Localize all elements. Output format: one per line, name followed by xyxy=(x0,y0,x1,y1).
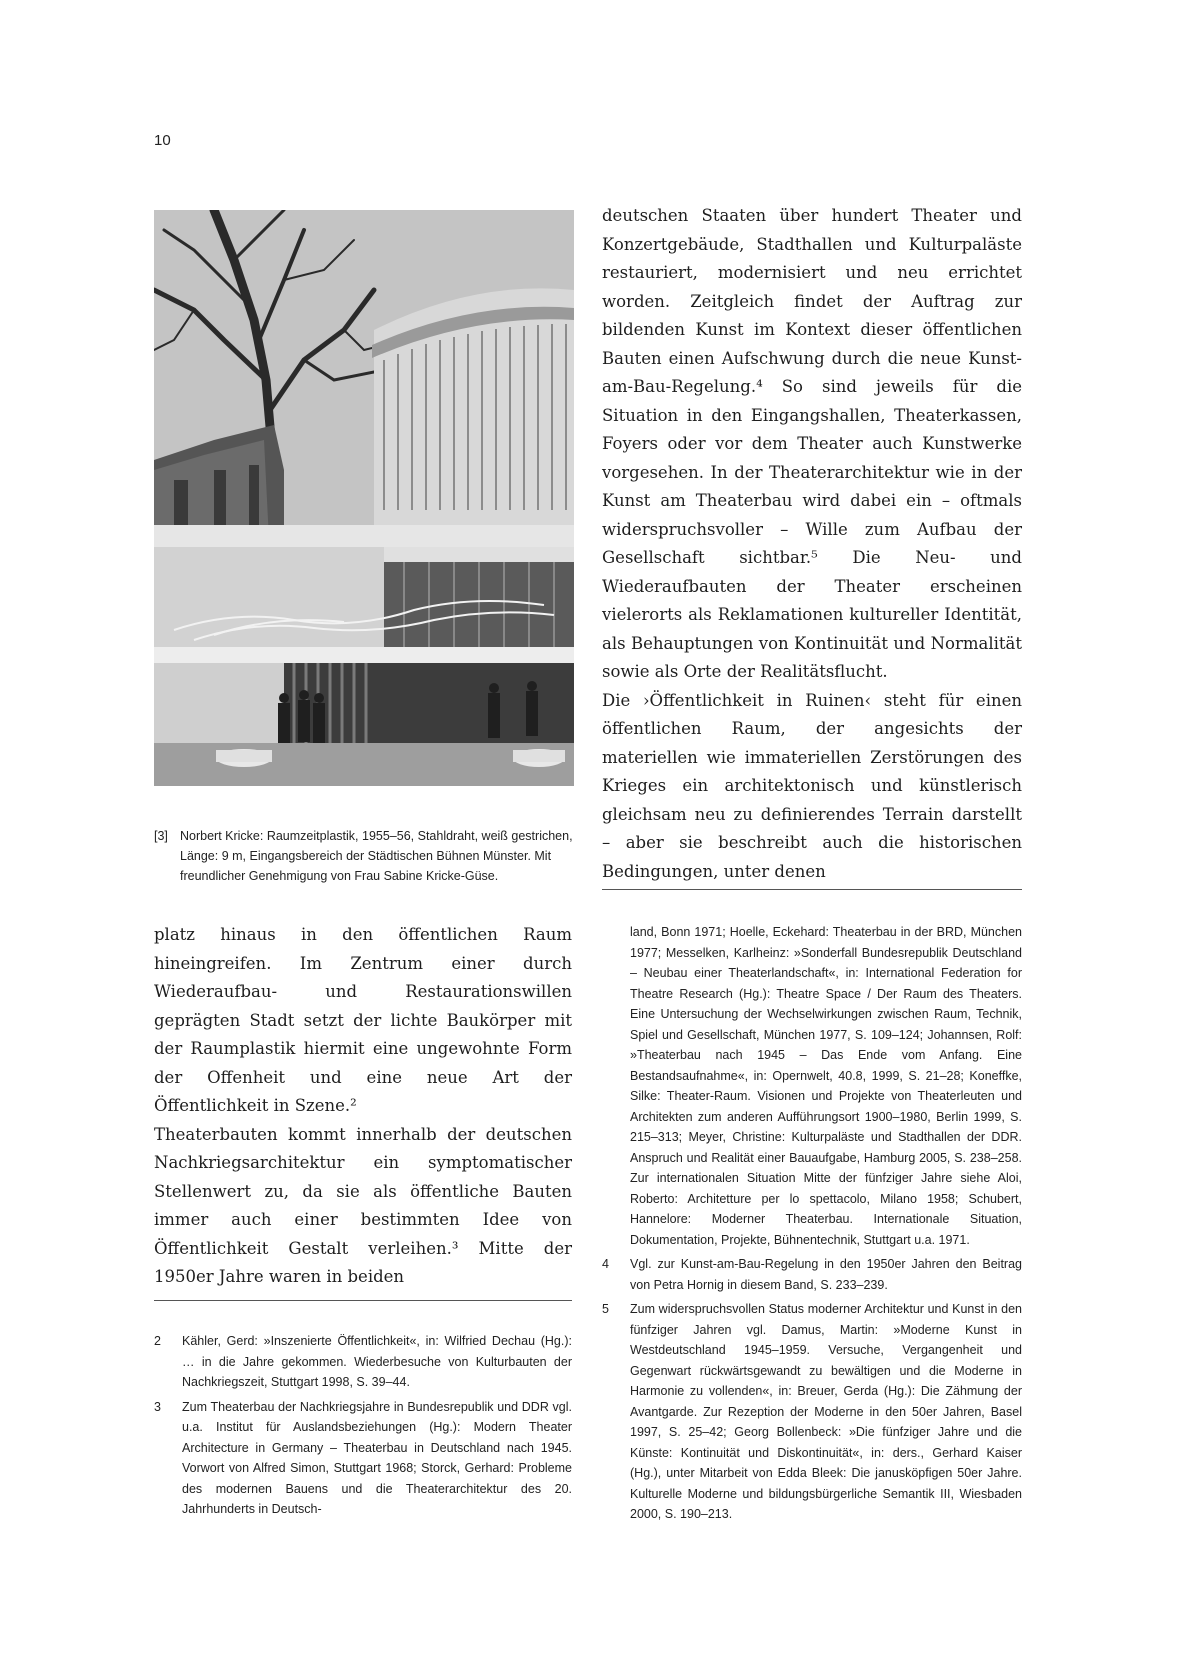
left-column-body xyxy=(154,921,572,1292)
footnote-text: Zum Theaterbau der Nachkriegsjahre in Bundesrepublik und DDR vgl. u.a. Institut für Auslandsbeziehungen (Hg.): Modern Theater Architecture in Germany – Theaterbau in Deutschland nach 1945. Vorwort von Alfred Simon, Stuttgart 1968; Storck, Gerhard: Probleme des modernen Bauens und die Theaterarchitektur des 20. Jahrhunderts in Deutsch- xyxy=(182,1399,572,1516)
footnote-continuation xyxy=(602,922,1022,1250)
footnote-number: 2 xyxy=(154,1334,161,1348)
footnotes-right xyxy=(602,922,1022,1525)
footnote xyxy=(602,1254,1022,1295)
figure-photo xyxy=(154,210,574,786)
footnote-text: Kähler, Gerd: »Inszenierte Öffentlichkeit«, in: Wilfried Dechau (Hg.): … in die Jahre gekommen. Wiederbesuche von Kulturbauten der Nachkriegszeit, Stuttgart 1998, S. 39–44. xyxy=(182,1334,572,1389)
figure-caption-text: Norbert Kricke: Raumzeitplastik, 1955–56, Stahldraht, weiß gestrichen, Länge: 9 m, Eingangsbereich der Städtischen Bühnen Münster. Mit freundlicher Genehmigung von Frau Sabine Kricke-Güse. xyxy=(180,829,573,883)
footnotes-left xyxy=(154,1331,572,1520)
body-paragraph: Die ›Öffentlichkeit in Ruinen‹ steht für einen öffentlichen Raum, der angesichts der materiellen wie immateriellen Zerstörungen des Krieges ein architektonisch und künstlerisch gleichsam neu zu definierendes Terrain darstellt – aber sie beschreibt auch die historischen Bedingungen, unter denen xyxy=(602,690,1022,881)
figure-caption xyxy=(154,826,574,886)
footnote xyxy=(154,1397,572,1520)
figure-number: [3] xyxy=(154,829,168,843)
footnote-text: Vgl. zur Kunst-am-Bau-Regelung in den 1950er Jahren den Beitrag von Petra Hornig in diesem Band, S. 233–239. xyxy=(630,1257,1022,1292)
footnote-text: Zum widerspruchsvollen Status moderner Architektur und Kunst in den fünfziger Jahren vgl. Damus, Martin: »Moderne Kunst in Westdeutschland 1945–1959. Versuche, Vergangenheit und Gegenwart rückwärtsgewandt zu bewältigen und die Moderne in Harmonie zu vollenden«, in: Breuer, Gerda (Hg.): Die Zähmung der Avantgarde. Zur Rezeption der Moderne in den 50er Jahren, Basel 1997, S. 25–42; Georg Bollenbeck: »Die fünfziger Jahre und die Künste: Kontinuität und Diskontinuität«, in: ders., Gerhard Kaiser (Hg.), unter Mitarbeit von Edda Bleek: Die janusköpfigen 50er Jahre. Kulturelle Moderne und bildungsbürgerliche Semantik III, Wiesbaden 2000, S. 190–213. xyxy=(630,1302,1022,1521)
body-paragraph: Theaterbauten kommt innerhalb der deutschen Nachkriegsarchitektur ein symptomatischer Stellenwert zu, da sie als öffentliche Bauten immer auch einer bestimmten Idee von Öffentlichkeit Gestalt verleihen.³ Mitte der 1950er Jahre waren in beiden xyxy=(154,1124,572,1286)
body-paragraph: deutschen Staaten über hundert Theater und Konzertgebäude, Stadthallen und Kulturpaläste restauriert, modernisiert und neu errichtet worden. Zeitgleich findet der Auftrag zur bildenden Kunst im Kontext dieser öffentlichen Bauten einen Aufschwung durch die neue Kunst-am-Bau-Regelung.⁴ So sind jeweils für die Situation in den Eingangshallen, Theaterkassen, Foyers oder vor dem Theater auch Kunstwerke vorgesehen. In der Theaterarchitektur wie in der Kunst am Theaterbau wird dabei ein – oftmals widerspruchsvoller – Wille zum Aufbau der Gesellschaft sichtbar.⁵ Die Neu- und Wiederaufbauten der Theater erscheinen vielerorts als Reklamationen kultureller Identität, als Behauptungen von Kontinuität und Normalität sowie als Orte der Realitätsflucht. xyxy=(602,206,1022,681)
footnote xyxy=(602,1299,1022,1525)
footnote-text: land, Bonn 1971; Hoelle, Eckehard: Theaterbau in der BRD, München 1977; Messelken, Karlheinz: »Sonderfall Bundesrepublik Deutschland – Neubau einer Theaterlandschaft«, in: International Federation for Theatre Research (Hg.): Theatre Space / Der Raum des Theaters. Eine Untersuchung der Wechselwirkungen zwischen Raum, Technik, Spiel und Gesellschaft, München 1977, S. 109–124; Johannsen, Rolf: »Theaterbau nach 1945 – Das Ende vom Anfang. Eine Bestandsaufnahme«, in: Opernwelt, 40.8, 1999, S. 21–28; Koneffke, Silke: Theater-Raum. Visionen und Projekte von Theaterleuten und Architekten zum anderen Aufführungsort 1900–1980, Berlin 1999, S. 215–313; Meyer, Christine: Kulturpaläste und Stadthallen der DDR. Anspruch und Realität einer Bauaufgabe, Hamburg 2005, S. 238–258. Zur internationalen Situation Mitte der fünfziger Jahre siehe Aloi, Roberto: Architetture per lo spettacolo, Milano 1958; Schubert, Hannelore: Moderner Theaterbau. Internationale Situation, Dokumentation, Projekte, Bühnentechnik, Stuttgart u.a. 1971. xyxy=(630,925,1022,1247)
body-paragraph: platz hinaus in den öffentlichen Raum hineingreifen. Im Zentrum einer durch Wiederaufbau- und Restaurationswillen geprägten Stadt setzt der lichte Baukörper mit der Raumplastik hiermit eine ungewohnte Form der Offenheit und eine neue Art der Öffentlichkeit in Szene.² xyxy=(154,925,572,1115)
footnote-number: 3 xyxy=(154,1399,161,1414)
footnote-divider xyxy=(602,889,1022,890)
footnote xyxy=(154,1331,572,1393)
page-number: 10 xyxy=(154,132,171,149)
footnote-number: 4 xyxy=(602,1257,609,1271)
footnote-divider xyxy=(154,1300,572,1301)
right-column-body xyxy=(602,202,1022,886)
footnote-number: 5 xyxy=(602,1302,609,1316)
